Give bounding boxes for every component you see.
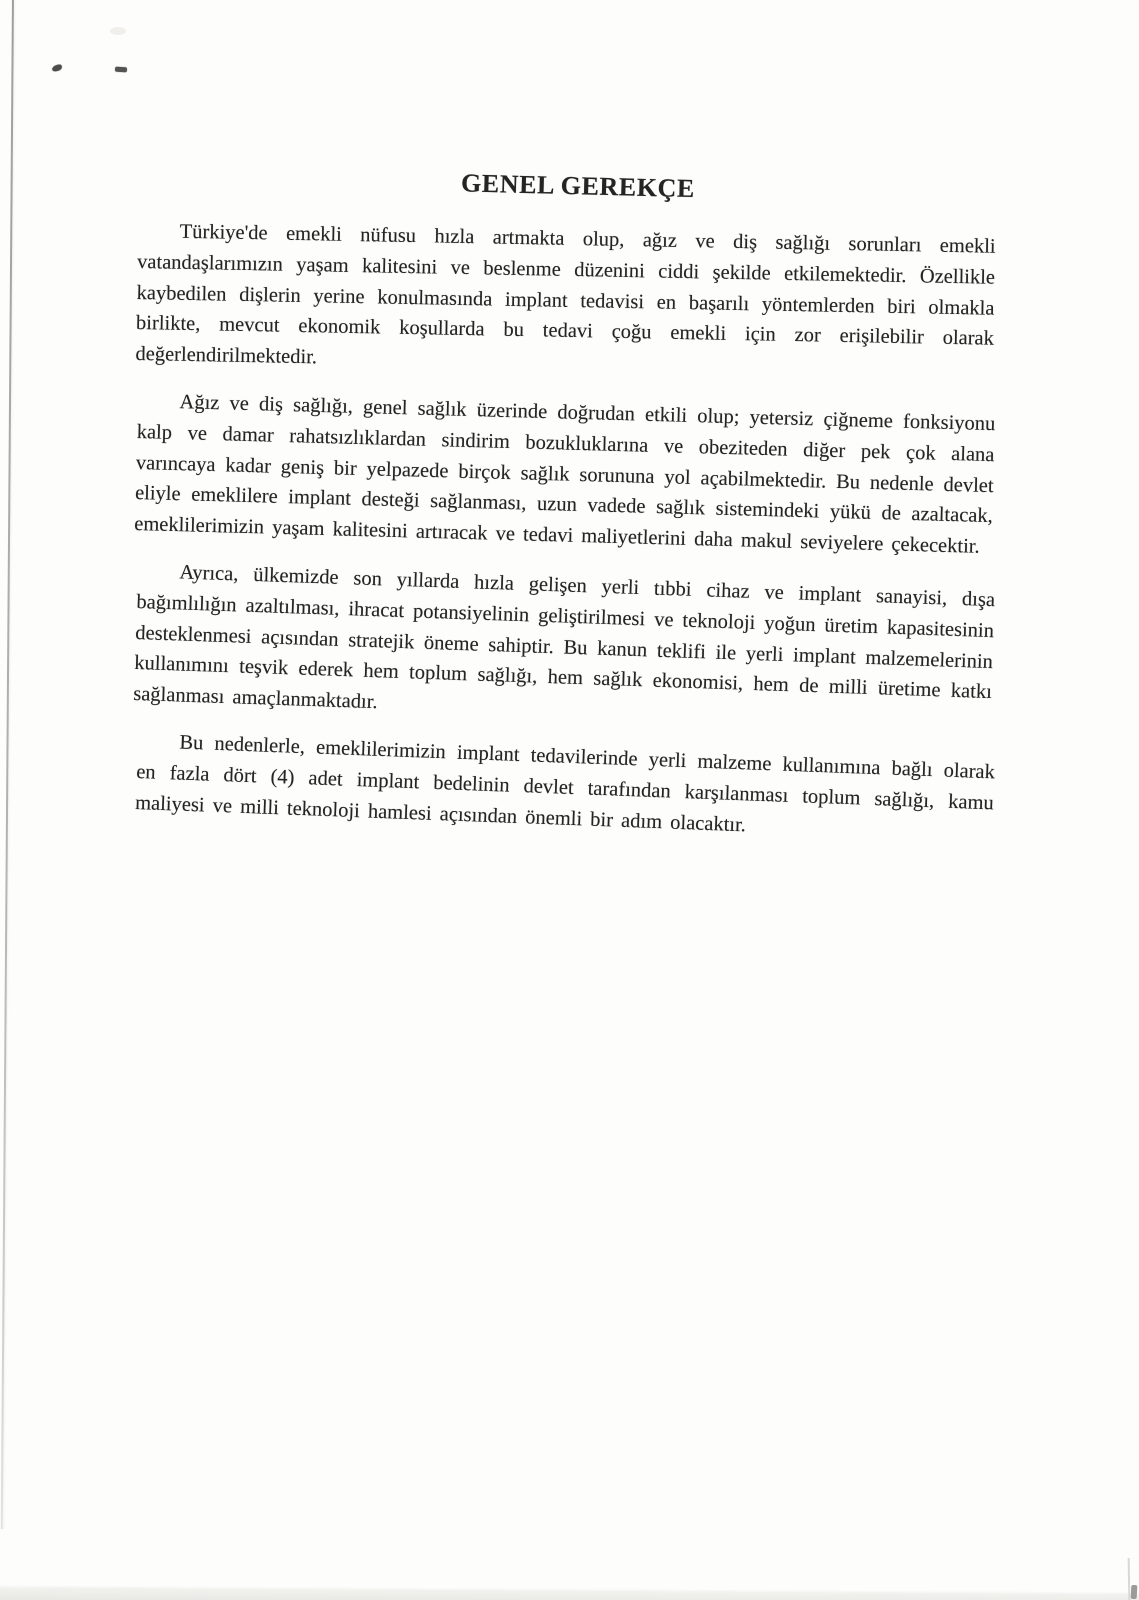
ink-speck-left	[51, 64, 62, 72]
ink-speck-right	[115, 67, 127, 73]
scan-edge-bottom	[0, 1587, 1139, 1600]
scan-edge-line-left	[1, 0, 14, 1529]
paragraph-4: Bu nedenlerle, emeklilerimizin implant tedavilerinde yerli malzeme kullanımına bağlı olarak en fazla dört (4) adet implant bedelinin devlet tarafından karşılanması toplum sağlığı, kamu maliyesi ve milli teknoloji hamlesi açısından önemli bir adım olacaktır.	[134, 731, 996, 836]
document-content	[132, 168, 996, 836]
document-title: GENEL GEREKÇE	[460, 168, 696, 204]
scan-corner-mark	[1131, 1585, 1138, 1599]
paragraph-1: Türkiye'de emekli nüfusu hızla artmakta olup, ağız ve diş sağlığı sorunları emekli vatandaşlarımızın yaşam kalitesini ve beslenme düzenini ciddi şekilde etkilemektedir. Özellikle kaybedilen dişlerin yerine konulmasında implant tedavisi en başarılı yöntemlerden biri olmakla birlikte, mevcut ekonomik koşullarda bu tedavi çoğu emekli için zor erişilebilir olarak değerlendirilmektedir.	[135, 220, 996, 369]
scan-smudge	[110, 27, 126, 35]
paragraph-3: Ayrıca, ülkemizde son yıllarda hızla gelişen yerli tıbbi cihaz ve implant sanayisi, dışa bağımlılığın azaltılması, ihracat potansiyelinin geliştirilmesi ve teknoloji yoğun üretim kapasitesinin desteklenmesi açısından stratejik öneme sahiptir. Bu kanun teklifi ile yerli implant malzemelerinin kullanımını teşvik ederek hem toplum sağlığı, hem sağlık ekonomisi, hem de milli üretime katkı sağlanması amaçlanmaktadır.	[132, 561, 996, 714]
paragraph-2: Ağız ve diş sağlığı, genel sağlık üzerinde doğrudan etkili olup; yetersiz çiğneme fonksiyonu kalp ve damar rahatsızlıklardan sindirim bozukluklarına ve obeziteden diğer pek çok alana varıncaya kadar geniş bir yelpazede birçok sağlık sorununa yol açabilmektedir. Bu nedenle devlet eliyle emeklilere implant desteği sağlanması, uzun vadede sağlık sistemindeki yükü de azaltacak, emeklilerimizin yaşam kalitesini artıracak ve tedavi maliyetlerini daha makul seviyelere çekecektir.	[133, 391, 996, 558]
